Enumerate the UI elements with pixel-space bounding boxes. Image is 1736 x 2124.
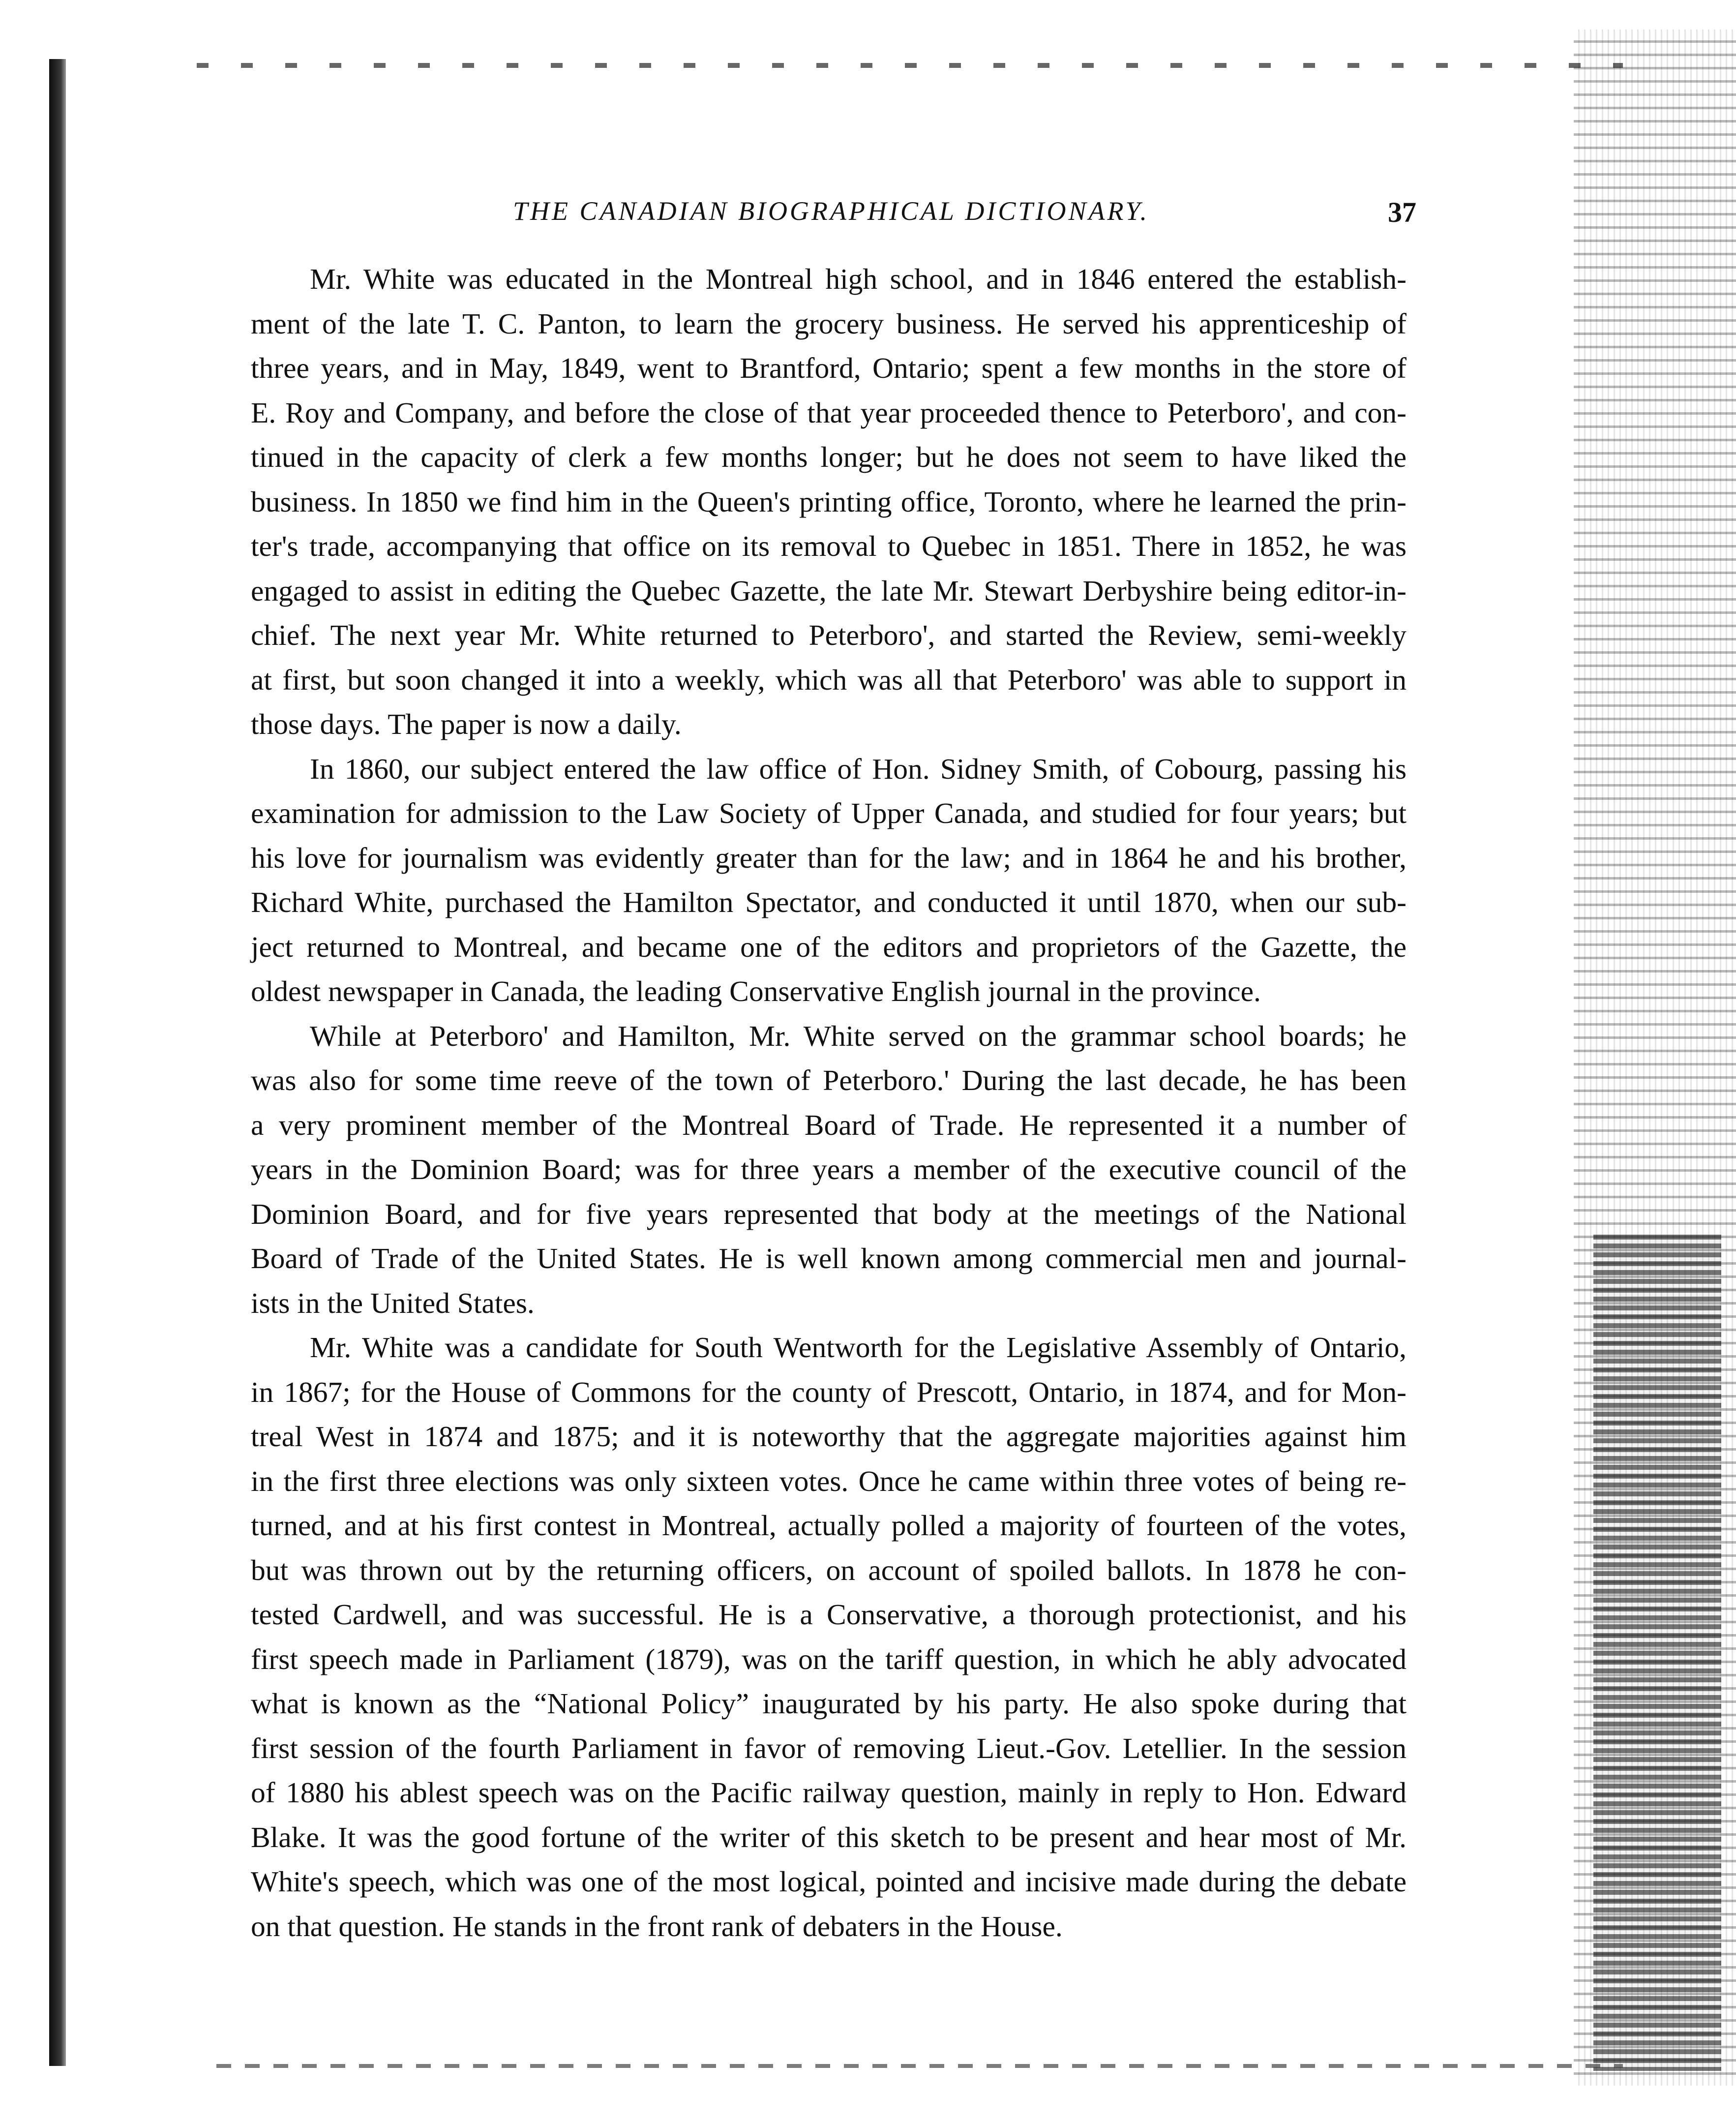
text-line: engaged to assist in editing the Quebec Gazette, the late Mr. Stewart Derbyshire being editor-in- [251,574,1407,607]
text-line: of 1880 his ablest speech was on the Pacific railway question, mainly in reply to Hon. Edward [251,1776,1407,1809]
paragraph [251,747,1407,1014]
text-line: Richard White, purchased the Hamilton Spectator, and conducted it until 1870, when our sub- [251,886,1407,918]
running-title: THE CANADIAN BIOGRAPHICAL DICTIONARY. [512,196,1150,226]
text-line: tinued in the capacity of clerk a few months longer; but he does not seem to have liked the [251,441,1407,473]
text-line: ter's trade, accompanying that office on its removal to Quebec in 1851. There in 1852, he was [251,530,1407,562]
paragraph [251,1014,1407,1326]
text-line: chief. The next year Mr. White returned to Peterboro', and started the Review, semi-weekly [251,619,1407,651]
text-line: those days. The paper is now a daily. [251,708,682,740]
binding-shadow [49,59,66,2066]
text-line: In 1860, our subject entered the law office of Hon. Sidney Smith, of Cobourg, passing his [310,752,1407,785]
paragraph [251,1325,1407,1948]
paragraph [251,257,1407,747]
text-line: turned, and at his first contest in Montreal, actually polled a majority of fourteen of the votes, [251,1509,1407,1542]
text-line: Board of Trade of the United States. He is well known among commercial men and journal- [251,1242,1407,1274]
text-line: White's speech, which was one of the most logical, pointed and incisive made during the debate [251,1865,1407,1898]
text-line: ject returned to Montreal, and became one of the editors and proprietors of the Gazette, the [251,930,1407,963]
text-line: but was thrown out by the returning officers, on account of spoiled ballots. In 1878 he con- [251,1553,1407,1586]
text-line: on that question. He stands in the front rank of debaters in the House. [251,1910,1063,1942]
text-line: years in the Dominion Board; was for three years a member of the executive council of the [251,1153,1407,1185]
page-header [246,196,1416,240]
text-line: in 1867; for the House of Commons for the county of Prescott, Ontario, in 1874, and for Mon- [251,1375,1407,1408]
text-line: tested Cardwell, and was successful. He is a Conservative, a thorough protectionist, and his [251,1598,1407,1631]
text-line: ment of the late T. C. Panton, to learn the grocery business. He served his apprenticeship of [251,307,1407,340]
text-line: first speech made in Parliament (1879), was on the tariff question, in which he ably advocated [251,1642,1407,1675]
text-line: E. Roy and Company, and before the close of that year proceeded thence to Peterboro', and con- [251,396,1407,429]
text-line: business. In 1850 we find him in the Queen's printing office, Toronto, where he learned the prin- [251,485,1407,518]
text-line: in the first three elections was only sixteen votes. Once he came within three votes of being re- [251,1464,1407,1497]
text-line: ists in the United States. [251,1286,535,1319]
text-line: what is known as the “National Policy” inaugurated by his party. He also spoke during that [251,1687,1407,1720]
page-number: 37 [1388,196,1416,228]
text-line: Blake. It was the good fortune of the writer of this sketch to be present and hear most of Mr. [251,1821,1407,1853]
text-line: his love for journalism was evidently greater than for the law; and in 1864 he and his brother, [251,841,1407,874]
text-line: Mr. White was educated in the Montreal high school, and in 1846 entered the establish- [310,263,1407,295]
text-line: three years, and in May, 1849, went to Brantford, Ontario; spent a few months in the store of [251,352,1407,384]
text-line: oldest newspaper in Canada, the leading Conservative English journal in the province. [251,975,1261,1007]
scan-bleed-through-margin [1574,30,1736,2086]
scan-noise-bottom [216,2064,1623,2068]
text-line: first session of the fourth Parliament in favor of removing Lieut.-Gov. Letellier. In the session [251,1731,1407,1764]
text-line: was also for some time reeve of the town of Peterboro.' During the last decade, he has been [251,1064,1407,1096]
text-line: examination for admission to the Law Society of Upper Canada, and studied for four years; but [251,797,1407,829]
text-line: treal West in 1874 and 1875; and it is noteworthy that the aggregate majorities against him [251,1420,1407,1453]
text-line: Dominion Board, and for five years represented that body at the meetings of the National [251,1197,1407,1230]
text-line: Mr. White was a candidate for South Wentworth for the Legislative Assembly of Ontario, [310,1331,1407,1364]
text-line: at first, but soon changed it into a weekly, which was all that Peterboro' was able to support in [251,663,1407,696]
text-line: While at Peterboro' and Hamilton, Mr. White served on the grammar school boards; he [310,1019,1407,1052]
text-line: a very prominent member of the Montreal Board of Trade. He represented it a number of [251,1108,1407,1141]
scan-noise-top [197,63,1623,68]
page-body [251,257,1407,1948]
